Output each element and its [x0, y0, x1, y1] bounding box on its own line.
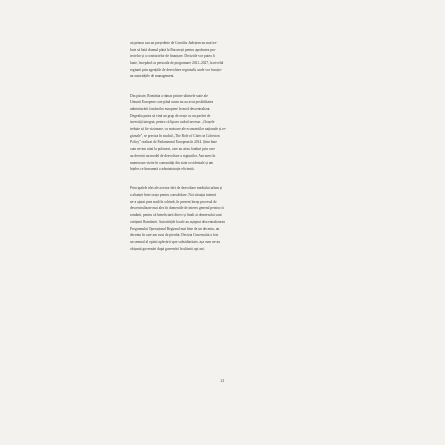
text-line: iectelor și a contractelor de finanțare. Deciziile vor putea fi	[130, 54, 215, 59]
text-line: luate, începând cu perioada de programare 2021–2027, la nivelul	[130, 61, 224, 66]
paragraph-3	[130, 185, 325, 252]
text-line: înțeles ce înseamnă o administrație eficientă.	[130, 167, 195, 172]
text-line: cum ne-am uitat la polonezi, care au atras fonduri prin care	[130, 147, 215, 152]
text-line: investiții integrat, pentru că lipsea cadrul necesar. „Orașele	[130, 120, 215, 125]
text-line: cetățenii României. Autoritățile locale au așteptat descentralizarea	[130, 219, 225, 224]
text-line: descentralizare mai ales în domeniile de interes general pentru că	[130, 206, 224, 211]
text-line: românii, pentru că beneficiarii direct și finali ai demersului sunt	[130, 213, 222, 218]
text-line: deceniu în care am avut de pierdut. Decizia Guvernului a fost	[130, 233, 219, 238]
paragraph-2	[130, 93, 325, 173]
text-line: administrării fondurilor europene în mod descentralizat.	[130, 107, 211, 111]
text-line: ne-a ajutat prea mult în schimb, în prezent încep procesul de	[130, 199, 217, 204]
text-line: Uniunii Europene care până acum nu au avut posibilitatea	[130, 100, 214, 105]
text-line: a alianței între orașe pentru consolidare. Noi situația internă	[130, 193, 216, 198]
text-line: buie să bată drumul până la București pentru aprobarea pro-	[130, 47, 217, 52]
text-line: trebuie să fie vizionare, cu motoare ale economiilor naționale și re-	[130, 127, 227, 132]
page-number: 21	[220, 378, 225, 383]
text-line: obișnuit guvernări după guvernări în ultimii opt ani.	[130, 246, 205, 251]
text-line: regiunii prin agențiile de dezvoltare regională, unde vor funcțio-	[130, 67, 223, 72]
text-line: un semnal al opinii aplecării spre subsidiaritate, așa cum ne-au	[130, 239, 221, 244]
text-line: Programului Operațional Regional mai bine de un deceniu, un	[130, 226, 220, 231]
text-column	[130, 40, 325, 252]
text-line: Principalele idei ale acestor idei de dezvoltare mediului urban și	[130, 186, 223, 191]
text-line: numeroase vizite în comunități din state occidentale și am	[130, 160, 214, 165]
text-line: un primar sau un președinte de Consiliu Județean nu mai tre-	[130, 41, 218, 45]
text-line: Degeaba putea să vină un grup de orașe cu un pachet de	[130, 113, 211, 118]
text-line: au devenit un model de dezvoltare a regiunilor. Am mers în	[130, 153, 216, 158]
text-line: gionale”, se preciza în studiul „The Role of Cities in Cohesion	[130, 133, 220, 138]
paragraph-1	[130, 40, 325, 80]
text-line: na autoritățile de management.	[130, 74, 175, 79]
text-line: Policy” realizat de Parlamentul European în 2014. Știm bine	[130, 140, 217, 145]
text-line: Din păcate, România a rămas printre ultimele state ale	[130, 93, 208, 98]
